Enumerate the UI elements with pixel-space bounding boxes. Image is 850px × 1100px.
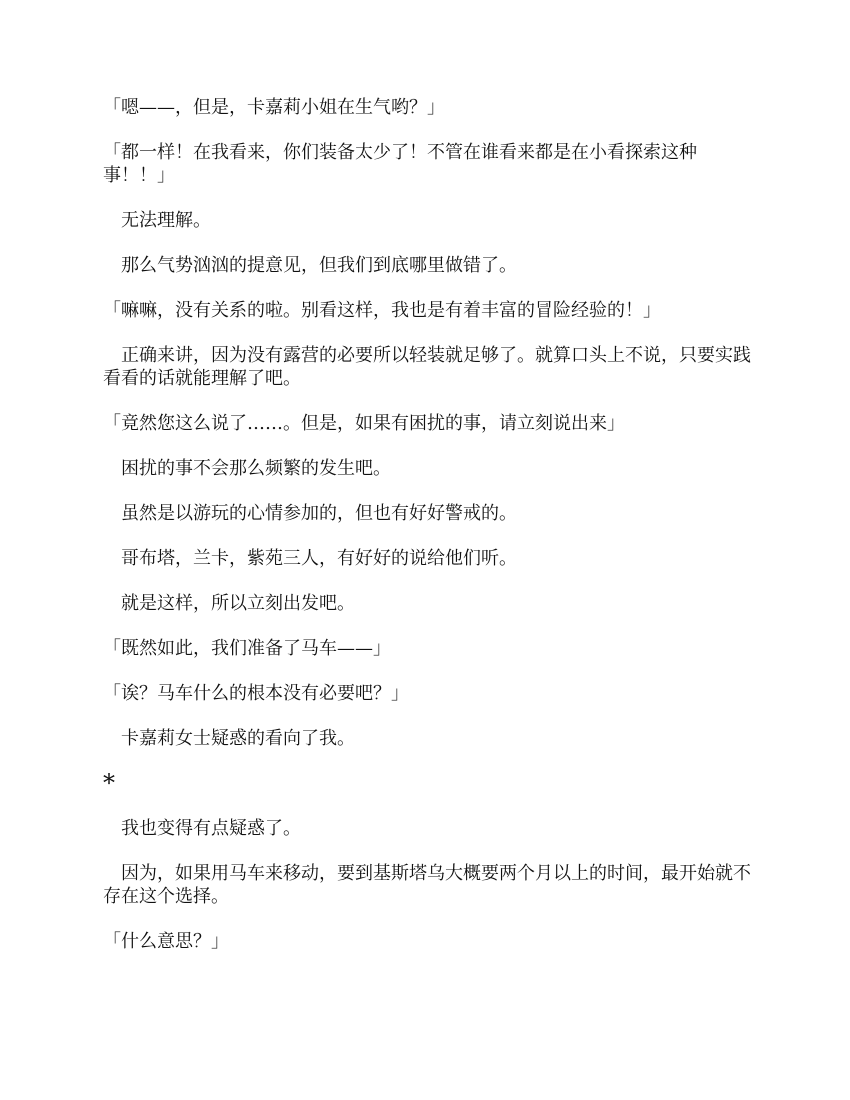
paragraph-6: 正确来讲，因为没有露营的必要所以轻装就足够了。就算口头上不说，只要实践看看的话就能理解了吧。 (103, 345, 751, 389)
paragraph-11: 就是这样，所以立刻出发吧。 (121, 593, 355, 614)
paragraph-7: 「竟然您这么说了……。但是，如果有困扰的事，请立刻说出来」 (103, 413, 625, 434)
paragraph-15: 我也变得有点疑惑了。 (121, 818, 301, 839)
text-body (103, 96, 755, 975)
paragraph-17: 「什么意思？」 (103, 931, 229, 952)
paragraph-2: 「都一样！在我看来，你们装备太少了！不管在谁看来都是在小看探索这种事！！」 (103, 142, 697, 186)
scene-break: * (103, 769, 115, 797)
paragraph-13: 「诶？马车什么的根本没有必要吧？」 (103, 683, 409, 704)
paragraph-4: 那么气势汹汹的提意见，但我们到底哪里做错了。 (121, 255, 517, 276)
paragraph-16: 因为，如果用马车来移动，要到基斯塔乌大概要两个月以上的时间，最开始就不存在这个选择。 (103, 863, 751, 907)
paragraph-9: 虽然是以游玩的心情参加的，但也有好好警戒的。 (121, 503, 517, 524)
paragraph-1: 「嗯——，但是，卡嘉莉小姐在生气哟？」 (103, 97, 445, 118)
paragraph-10: 哥布塔，兰卡，紫苑三人，有好好的说给他们听。 (121, 548, 517, 569)
paragraph-12: 「既然如此，我们准备了马车——」 (103, 638, 391, 659)
paragraph-8: 困扰的事不会那么频繁的发生吧。 (121, 458, 391, 479)
paragraph-5: 「嘛嘛，没有关系的啦。别看这样，我也是有着丰富的冒险经验的！」 (103, 300, 661, 321)
paragraph-14: 卡嘉莉女士疑惑的看向了我。 (121, 728, 355, 749)
paragraph-3: 无法理解。 (121, 210, 211, 231)
